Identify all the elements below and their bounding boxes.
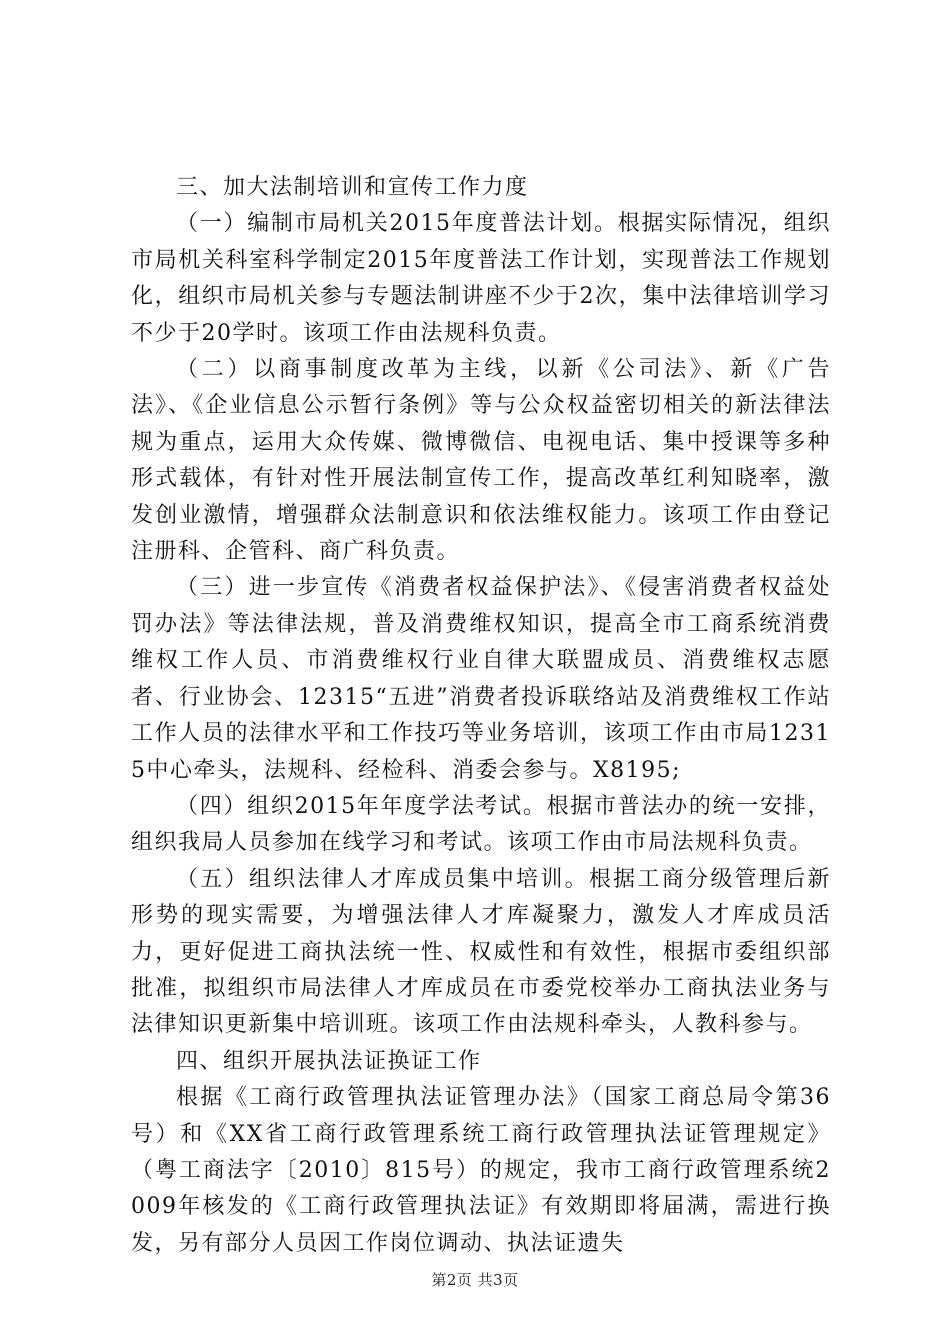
document-body	[131, 170, 831, 1262]
paragraph-item-5: （五）组织法律人才库成员集中培训。根据工商分级管理后新形势的现实需要，为增强法律人才库凝聚力，激发人才库成员活力，更好促进工商执法统一性、权威性和有效性，根据市委组织部批准，拟组织市局法律人才库成员在市委党校举办工商执法业务与法律知识更新集中培训班。该项工作由法规科牵头，人教科参与。	[131, 866, 831, 1038]
page-footer: 第2页 共3页	[431, 1271, 519, 1289]
paragraph-item-4: （四）组织2015年年度学法考试。根据市普法办的统一安排，组织我局人员参加在线学习和考试。该项工作由市局法规科负责。	[131, 793, 831, 856]
paragraph-item-1: （一）编制市局机关2015年度普法计划。根据实际情况，组织市局机关科室科学制定2015年度普法工作计划，实现普法工作规划化，组织市局机关参与专题法制讲座不少于2次，集中法律培训学习不少于20学时。该项工作由法规科负责。	[131, 211, 831, 346]
paragraph-section-4-body: 根据《工商行政管理执法证管理办法》（国家工商总局令第36号）和《XX省工商行政管理系统工商行政管理执法证管理规定》（粤工商法字〔2010〕815号）的规定，我市工商行政管理系统2009年核发的《工商行政管理执法证》有效期即将届满，需进行换发，另有部分人员因工作岗位调动、执法证遗失	[131, 1085, 831, 1256]
section-heading-3: 三、加大法制培训和宣传工作力度	[176, 175, 529, 200]
section-heading-4: 四、组织开展执法证换证工作	[176, 1048, 482, 1074]
paragraph-item-3: （三）进一步宣传《消费者权益保护法》、《侵害消费者权益处罚办法》等法律法规，普及消费维权知识，提高全市工商系统消费维权工作人员、市消费维权行业自律大联盟成员、消费维权志愿者、行业协会、12315“五进”消费者投诉联络站及消费维权工作站工作人员的法律水平和工作技巧等业务培训，该项工作由市局12315中心牵头，法规科、经检科、消委会参与。X8195;	[131, 575, 831, 783]
paragraph-item-2: （二）以商事制度改革为主线，以新《公司法》、新《广告法》、《企业信息公示暂行条例》等与公众权益密切相关的新法律法规为重点，运用大众传媒、微博微信、电视电话、集中授课等多种形式载体，有针对性开展法制宣传工作，提高改革红利知晓率，激发创业激情，增强群众法制意识和依法维权能力。该项工作由登记注册科、企管科、商广科负责。	[131, 357, 831, 565]
